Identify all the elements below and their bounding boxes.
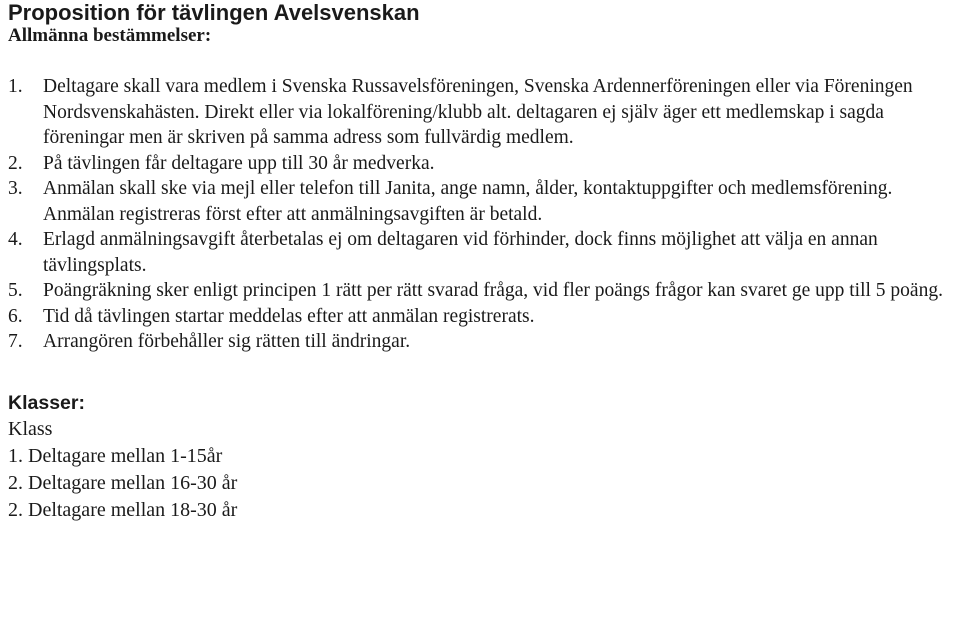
rule-number: 7. — [8, 331, 23, 352]
classes-list — [8, 443, 958, 524]
rule-number: 1. — [8, 76, 23, 97]
class-item: 1. Deltagare mellan 1-15år — [8, 444, 223, 467]
rule-text: Deltagare skall vara medlem i Svenska Russavelsföreningen, Svenska Ardennerföreningen eller via Föreningen Nordsvenskahästen. Direkt eller via lokalförening/klubb alt. deltagaren ej själv äger ett medlemskap i sagda föreningar men är skriven på samma adress som fullvärdig medlem. — [43, 76, 913, 148]
rule-number: 3. — [8, 178, 23, 199]
rule-text: Poängräkning sker enligt principen 1 rätt per rätt svarad fråga, vid fler poängs frågor kan svaret ge upp till 5 poäng. — [43, 280, 943, 301]
rule-item — [8, 74, 958, 151]
rule-text: Arrangören förbehåller sig rätten till ändringar. — [43, 331, 411, 352]
document-page — [8, 0, 958, 524]
rule-number: 2. — [8, 152, 23, 174]
rules-list — [8, 74, 958, 355]
classes-heading: Klasser: — [8, 391, 85, 414]
rule-text: Anmälan skall ske via mejl eller telefon till Janita, ange namn, ålder, kontaktuppgifter och medlemsförening. Anmälan registreras först efter att anmälningsavgiften är betald. — [43, 178, 893, 225]
rule-text: Tid då tävlingen startar meddelas efter att anmälan registrerats. — [43, 305, 535, 327]
rule-text: På tävlingen får deltagare upp till 30 år medverka. — [43, 152, 435, 174]
rule-item — [8, 227, 958, 278]
classes-subheading: Klass — [8, 417, 53, 440]
rule-item — [8, 176, 958, 227]
document-title: Proposition för tävlingen Avelsvenskan — [8, 0, 420, 25]
rule-item — [8, 304, 958, 330]
rule-item — [8, 329, 958, 355]
section-heading-general-rules: Allmänna bestämmelser: — [8, 25, 212, 46]
rule-item — [8, 151, 958, 177]
rule-number: 5. — [8, 280, 23, 301]
rule-item — [8, 278, 958, 304]
class-item: 2. Deltagare mellan 16-30 år — [8, 471, 238, 494]
rule-number: 4. — [8, 229, 23, 250]
class-item: 2. Deltagare mellan 18-30 år — [8, 498, 238, 521]
rule-number: 6. — [8, 305, 23, 327]
rule-text: Erlagd anmälningsavgift återbetalas ej om deltagaren vid förhinder, dock finns möjlighet att välja en annan tävlingsplats. — [43, 229, 878, 276]
